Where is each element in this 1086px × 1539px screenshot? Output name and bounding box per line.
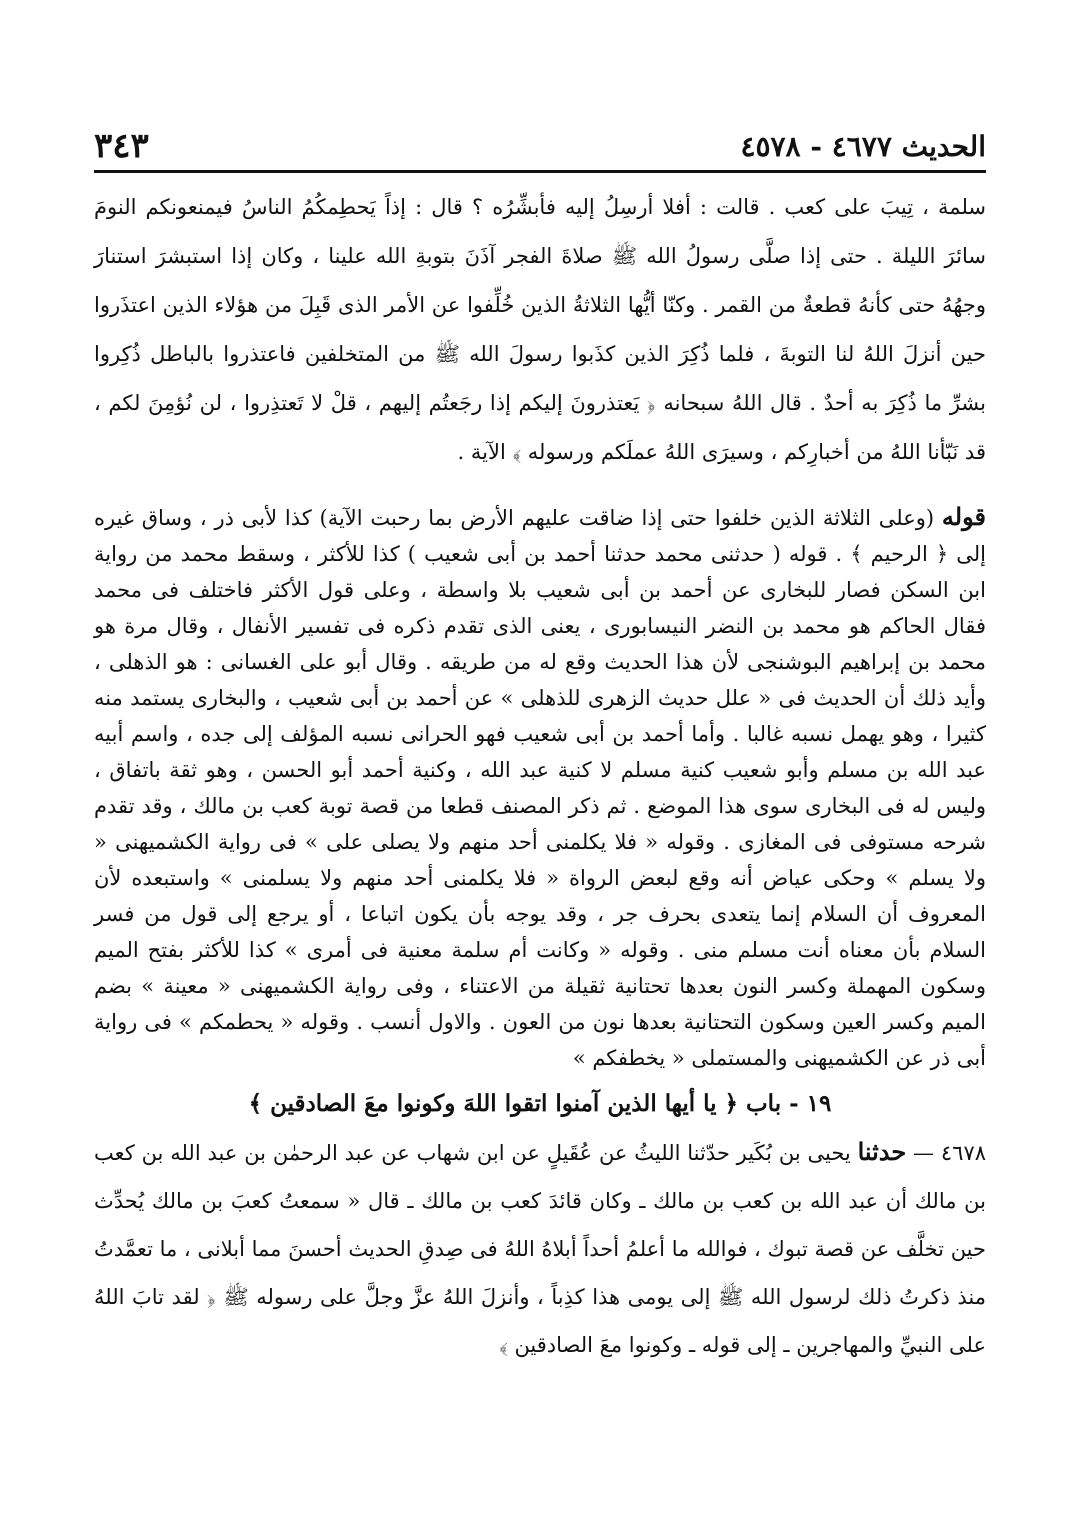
header-rule: [94, 170, 986, 173]
hadith-text: يحيى بن بُكَير حدّثنا الليثُ عن عُقَيلٍ عن ابن شهاب عن عبد الرحمٰن بن عبد الله بن كعب بن مالك أن عبد الله بن كعب بن مالك ـ وكان قائدَ كعب بن مالك ـ قال « سمعتُ كعبَ بن مالك يُحدِّث حين تخلَّف عن قصة تبوك ، فوالله ما أعلمُ أحداً أبلاهُ اللهُ فى صِدقِ الحديث أحسنَ مما أبلانى ، ما تعمَّدتُ منذ ذكرتُ ذلك لرسول الله ﷺ إلى يومى هذا كذِباً ، وأنزلَ اللهُ عزَّ وجلَّ على رسوله ﷺ ﴿ لقد تابَ اللهُ على النبيِّ والمهاجرين ـ إلى قوله ـ وكونوا معَ الصادقين ﴾: [94, 1141, 986, 1357]
chapter-number: ١٩ -: [781, 1090, 832, 1117]
hadith-range-heading: الحديث ٤٦٧٧ - ٤٥٧٨: [740, 130, 986, 163]
chapter-label: باب: [746, 1090, 782, 1117]
hadith-number: ٤٦٧٨ —: [906, 1141, 987, 1165]
page-number: ٣٤٣: [94, 126, 149, 166]
page-header: [94, 118, 986, 168]
hadith-lead-word: حدثنا: [857, 1137, 907, 1166]
commentary-text: (وعلى الثلاثة الذين خلفوا حتى إذا ضاقت عليهم الأرض بما رحبت الآية) كذا لأبى ذر ، وساق غيره إلى ﴿ الرحيم ﴾ . قوله ( حدثنى محمد حدثنا أحمد بن أبى شعيب ) كذا للأكثر ، وسقط محمد من رواية ابن السكن فصار للبخارى عن أحمد بن أبى شعيب بلا واسطة ، وعلى قول الأكثر فاختلف فى محمد فقال الحاكم هو محمد بن النضر النيسابورى ، يعنى الذى تقدم ذكره فى تفسير الأنفال ، وقال مرة هو محمد بن إبراهيم البوشنجى لأن هذا الحديث وقع له من طريقه . وقال أبو على الغسانى : هو الذهلى ، وأيد ذلك أن الحديث فى « علل حديث الزهرى للذهلى » عن أحمد بن أبى شعيب ، والبخارى يستمد منه كثيرا ، وهو يهمل نسبه غالبا . وأما أحمد بن أبى شعيب فهو الحرانى نسبه المؤلف إلى جده ، واسم أبيه عبد الله بن مسلم وأبو شعيب كنية مسلم لا كنية عبد الله ، وكنية أحمد أبو الحسن ، وهو ثقة باتفاق ، وليس له فى البخارى سوى هذا الموضع . ثم ذكر المصنف قطعا من قصة توبة كعب بن مالك ، وقد تقدم شرحه مستوفى فى المغازى . وقوله « فلا يكلمنى أحد منهم ولا يصلى على » فى رواية الكشميهنى « ولا يسلم » وحكى عياض أنه وقع لبعض الرواة « فلا يكلمنى أحد منهم ولا يسلمنى » واستبعده لأن المعروف أن السلام إنما يتعدى بحرف جر ، وقد يوجه بأن يكون اتباعا ، أو يرجع إلى قول من فسر السلام بأن معناه أنت مسلم منى . وقوله « وكانت أم سلمة معنية فى أمرى » كذا للأكثر بفتح الميم وسكون المهملة وكسر النون بعدها تحتانية ثقيلة من الاعتناء ، وفى رواية الكشميهنى « معينة » بضم الميم وكسر العين وسكون التحتانية بعدها نون من العون . والاول أنسب . وقوله « يحطمكم » فى رواية أبى ذر عن الكشميهنى والمستملى « يخطفكم »: [94, 506, 986, 1070]
chapter-heading: [94, 1084, 986, 1124]
commentary-paragraph: [94, 499, 986, 1076]
hadith-4678: [94, 1128, 986, 1369]
chapter-title: ﴿ يا أيها الذين آمنوا اتقوا اللهَ وكونوا معَ الصادقين ﴾: [248, 1090, 747, 1117]
hadith-4677-continuation: سلمة ، تِيبَ على كعب . قالت : أفلا أرسِلُ إليه فأبشِّرُه ؟ قال : إذاً يَحطِمكُمُ الناسُ فيمنعونكم النومَ سائرَ الليلة . حتى إذا صلَّى رسولُ الله ﷺ صلاةَ الفجر آذَنَ بتوبةِ الله علينا ، وكان إذا استبشرَ استنارَ وجهُهُ حتى كأنهُ قطعةٌ من القمر . وكنّا أيُّها الثلاثةُ الذين خُلِّفوا عن الأمر الذى قَبِلَ من هؤلاء الذين اعتذَروا حين أنزلَ اللهُ لنا التوبةَ ، فلما ذُكِرَ الذين كذَبوا رسولَ الله ﷺ من المتخلفين فاعتذروا بالباطل ذُكِروا بشرِّ ما ذُكِرَ به أحدٌ . قال اللهُ سبحانه ﴿ يَعتذرونَ إليكم إذا رجَعتُم إليهم ، قلْ لا تَعتذِروا ، لن نُؤمِنَ لكم ، قد نَبّأنا اللهُ من أخبارِكم ، وسيرَى اللهُ عملَكم ورسوله ﴾ الآية .: [94, 195, 986, 464]
commentary-lead-word: قوله: [941, 502, 986, 531]
